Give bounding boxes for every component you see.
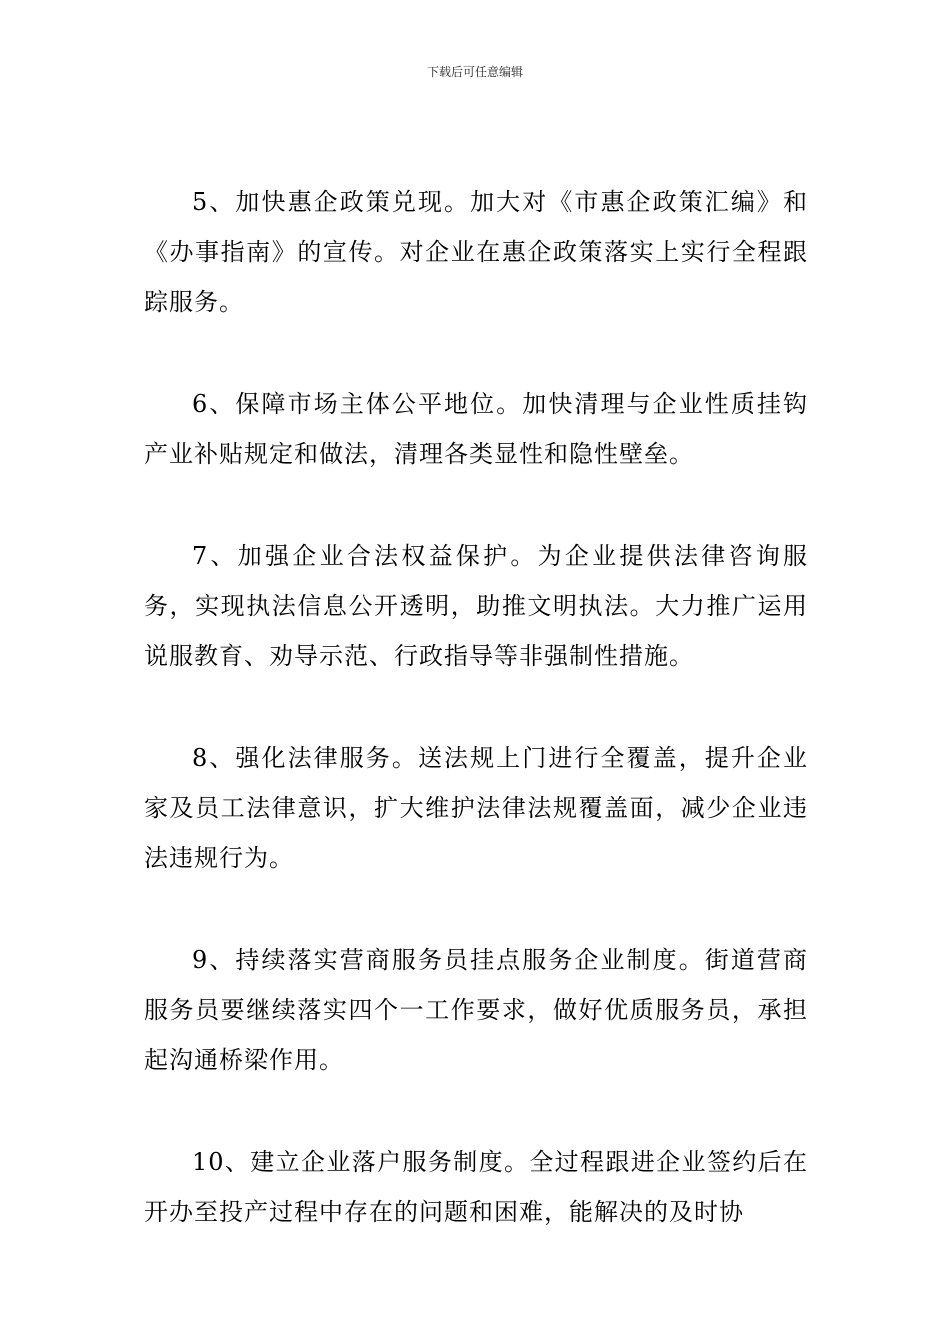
document-body bbox=[144, 177, 808, 1289]
paragraph-7: 7、加强企业合法权益保护。为企业提供法律咨询服务，实现执法信息公开透明，助推文明执法。大力推广运用说服教育、劝导示范、行政指导等非强制性措施。 bbox=[144, 542, 808, 670]
paragraph-9: 9、持续落实营商服务员挂点服务企业制度。街道营商服务员要继续落实四个一工作要求，做好优质服务员，承担起沟通桥梁作用。 bbox=[144, 946, 808, 1074]
paragraph-10: 10、建立企业落户服务制度。全过程跟进企业签约后在开办至投产过程中存在的问题和困难，能解决的及时协 bbox=[144, 1148, 808, 1226]
paragraph-8: 8、强化法律服务。送法规上门进行全覆盖，提升企业家及员工法律意识，扩大维护法律法规覆盖面，减少企业违法违规行为。 bbox=[144, 744, 808, 872]
paragraph-5: 5、加快惠企政策兑现。加大对《市惠企政策汇编》和《办事指南》的宣传。对企业在惠企政策落实上实行全程跟踪服务。 bbox=[144, 188, 808, 316]
paragraph-6: 6、保障市场主体公平地位。加快清理与企业性质挂钩产业补贴规定和做法，清理各类显性和隐性壁垒。 bbox=[144, 390, 808, 468]
page-header: 下载后可任意编辑 bbox=[426, 65, 523, 79]
